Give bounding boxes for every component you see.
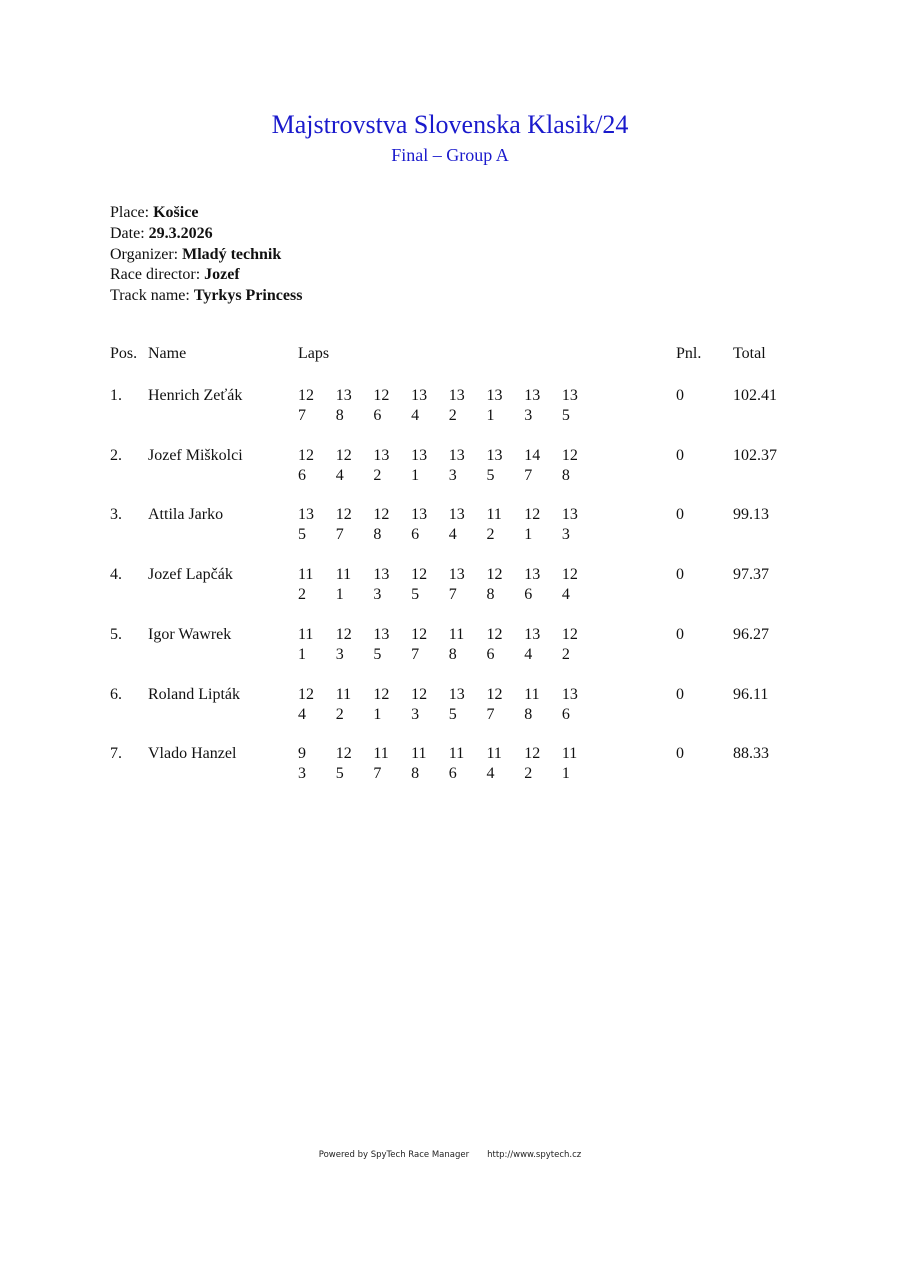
lane-number: 2 [486, 526, 495, 544]
lap-count: 12 [335, 506, 352, 524]
lap-count: 13 [524, 566, 541, 584]
lane-number: 8 [373, 526, 382, 544]
total: 102.41 [733, 387, 777, 404]
lap-count: 12 [524, 745, 541, 763]
lap-count: 11 [298, 625, 314, 643]
lane-number: 5 [373, 645, 382, 663]
lane-number: 7 [448, 586, 457, 604]
lane-number: 3 [335, 645, 344, 663]
penalty: 0 [676, 685, 684, 703]
lap-count: 13 [411, 446, 428, 464]
lap-count: 12 [335, 625, 352, 643]
lap-count: 13 [524, 625, 541, 643]
lane-number: 2 [561, 645, 570, 663]
lap-count: 12 [486, 685, 503, 703]
lap-count: 12 [411, 566, 428, 584]
lap-count: 13 [448, 506, 465, 524]
lane-number: 2 [373, 466, 382, 484]
col-total: Total [733, 345, 766, 362]
lane-number: 2 [335, 705, 344, 723]
lane-number: 8 [524, 705, 533, 723]
director-label: Race director: [110, 266, 201, 284]
place-value: Košice [153, 204, 199, 221]
lane-number: 6 [561, 705, 570, 723]
total: 88.33 [733, 745, 769, 763]
lap-count: 12 [373, 387, 390, 404]
lane-number: 7 [486, 705, 495, 723]
lap-count: 9 [298, 745, 306, 763]
lap-count: 12 [298, 387, 314, 404]
track-value: Tyrkys Princess [193, 287, 303, 305]
driver-name: Attila Jarko [148, 506, 224, 524]
lane-number: 5 [561, 407, 570, 424]
lane-number: 6 [298, 466, 306, 484]
lane-number: 1 [298, 645, 306, 663]
lap-count: 13 [486, 387, 503, 404]
lap-count: 13 [561, 387, 578, 404]
date-line [110, 224, 302, 245]
lap-count: 12 [335, 745, 352, 763]
lap-count: 12 [411, 625, 428, 643]
lane-number: 5 [486, 466, 495, 484]
lane-number: 6 [373, 407, 382, 424]
lane-number: 7 [298, 407, 306, 424]
total: 97.37 [733, 566, 769, 584]
lap-count: 11 [486, 506, 502, 524]
lap-count: 11 [411, 745, 427, 763]
lap-count: 13 [448, 446, 465, 464]
lap-count: 13 [373, 625, 390, 643]
lane-number: 6 [448, 765, 457, 783]
driver-name: Igor Wawrek [148, 625, 232, 643]
date-value: 29.3.2026 [148, 224, 213, 242]
lap-count: 12 [411, 685, 428, 703]
col-pos: Pos. [110, 345, 138, 362]
lap-count: 13 [335, 387, 352, 404]
lane-number: 4 [298, 705, 306, 723]
lap-count: 11 [335, 685, 352, 703]
lane-number: 4 [335, 466, 344, 484]
driver-name: Roland Lipták [148, 685, 240, 703]
lap-count: 12 [561, 446, 578, 464]
penalty: 0 [676, 506, 684, 524]
lap-count: 11 [335, 566, 352, 584]
position: 4. [110, 566, 122, 584]
lane-number: 4 [411, 407, 420, 424]
lane-number: 4 [486, 765, 495, 783]
lane-number: 3 [448, 466, 457, 484]
lap-count: 13 [373, 446, 390, 464]
col-name: Name [148, 345, 187, 362]
position: 3. [110, 506, 122, 524]
total: 96.11 [733, 685, 769, 703]
lane-number: 2 [448, 407, 457, 424]
date-label: Date: [110, 224, 145, 242]
lap-count: 11 [448, 625, 465, 643]
powered-by: Powered by SpyTech Race Manager [318, 1150, 470, 1160]
lap-count: 13 [411, 506, 428, 524]
total: 99.13 [733, 506, 769, 524]
lane-number: 5 [411, 586, 420, 604]
lane-number: 6 [524, 586, 533, 604]
lap-count: 13 [486, 446, 503, 464]
lane-number: 3 [411, 705, 420, 723]
lane-number: 4 [561, 586, 570, 604]
lap-count: 12 [561, 625, 578, 643]
lane-number: 8 [411, 765, 420, 783]
lane-number: 5 [335, 765, 344, 783]
penalty: 0 [676, 625, 684, 643]
lane-number: 8 [486, 586, 495, 604]
report-title: Majstrovstva Slovenska Klasik/24 [271, 110, 629, 139]
lap-count: 12 [486, 625, 503, 643]
lane-number: 1 [524, 526, 533, 544]
lane-number: 3 [524, 407, 533, 424]
organizer-line [110, 245, 302, 266]
driver-name: Jozef Lapčák [148, 566, 233, 584]
lap-count: 11 [486, 745, 502, 763]
lap-count: 13 [448, 685, 465, 703]
lane-number: 5 [298, 526, 306, 544]
lane-number: 1 [411, 466, 420, 484]
lane-number: 7 [411, 645, 420, 663]
report-subtitle: Final – Group A [391, 145, 509, 165]
director-line [110, 265, 302, 286]
lane-number: 4 [448, 526, 457, 544]
lap-count: 12 [298, 685, 314, 703]
position: 2. [110, 446, 122, 464]
lane-number: 7 [373, 765, 382, 783]
lane-number: 6 [486, 645, 495, 663]
lap-count: 12 [335, 446, 352, 464]
lap-count: 14 [524, 446, 541, 464]
lap-count: 11 [524, 685, 540, 703]
lap-count: 13 [298, 506, 314, 524]
track-line [110, 286, 302, 307]
lap-count: 12 [524, 506, 541, 524]
position: 7. [110, 745, 122, 763]
position: 6. [110, 685, 122, 703]
lap-count: 13 [411, 387, 428, 404]
lap-count: 13 [561, 685, 578, 703]
lane-number: 5 [448, 705, 457, 723]
lap-count: 13 [524, 387, 541, 404]
driver-name: Vlado Hanzel [148, 745, 237, 763]
lap-count: 12 [486, 566, 503, 584]
lane-number: 3 [298, 765, 306, 783]
lane-number: 6 [411, 526, 420, 544]
organizer-value: Mladý technik [182, 245, 282, 263]
position: 1. [110, 387, 122, 404]
lane-number: 7 [335, 526, 344, 544]
lap-count: 12 [373, 506, 390, 524]
lane-number: 1 [373, 705, 382, 723]
lane-number: 8 [561, 466, 570, 484]
lap-count: 11 [448, 745, 465, 763]
footer [0, 1150, 900, 1160]
lap-count: 12 [298, 446, 314, 464]
penalty: 0 [676, 387, 684, 404]
lane-number: 1 [335, 586, 344, 604]
lane-number: 1 [486, 407, 495, 424]
total: 102.37 [733, 446, 777, 464]
lap-count: 13 [373, 566, 390, 584]
place-label: Place: [110, 204, 150, 221]
track-label: Track name: [110, 287, 190, 305]
lap-count: 11 [561, 745, 578, 763]
lane-number: 2 [524, 765, 533, 783]
lap-count: 13 [561, 506, 578, 524]
penalty: 0 [676, 745, 684, 763]
driver-name: Jozef Miškolci [148, 446, 243, 464]
penalty: 0 [676, 446, 684, 464]
total: 96.27 [733, 625, 769, 643]
driver-name: Henrich Zeťák [148, 387, 243, 404]
lane-number: 3 [373, 586, 382, 604]
lap-count: 11 [298, 566, 314, 584]
position: 5. [110, 625, 122, 643]
footer-url[interactable]: http://www.spytech.cz [487, 1150, 582, 1160]
lap-count: 11 [373, 745, 389, 763]
organizer-label: Organizer: [110, 245, 179, 263]
lane-number: 1 [561, 765, 570, 783]
director-value: Jozef [204, 266, 240, 284]
lane-number: 3 [561, 526, 570, 544]
lane-number: 4 [524, 645, 533, 663]
lap-count: 13 [448, 566, 465, 584]
lane-number: 2 [298, 586, 306, 604]
col-pnl: Pnl. [676, 345, 702, 362]
col-laps: Laps [298, 345, 330, 362]
race-info [110, 203, 302, 307]
lane-number: 8 [335, 407, 344, 424]
lap-count: 13 [448, 387, 465, 404]
penalty: 0 [676, 566, 684, 584]
lap-count: 12 [561, 566, 578, 584]
lane-number: 8 [448, 645, 457, 663]
lane-number: 7 [524, 466, 533, 484]
lap-count: 12 [373, 685, 390, 703]
place-line [110, 203, 302, 224]
